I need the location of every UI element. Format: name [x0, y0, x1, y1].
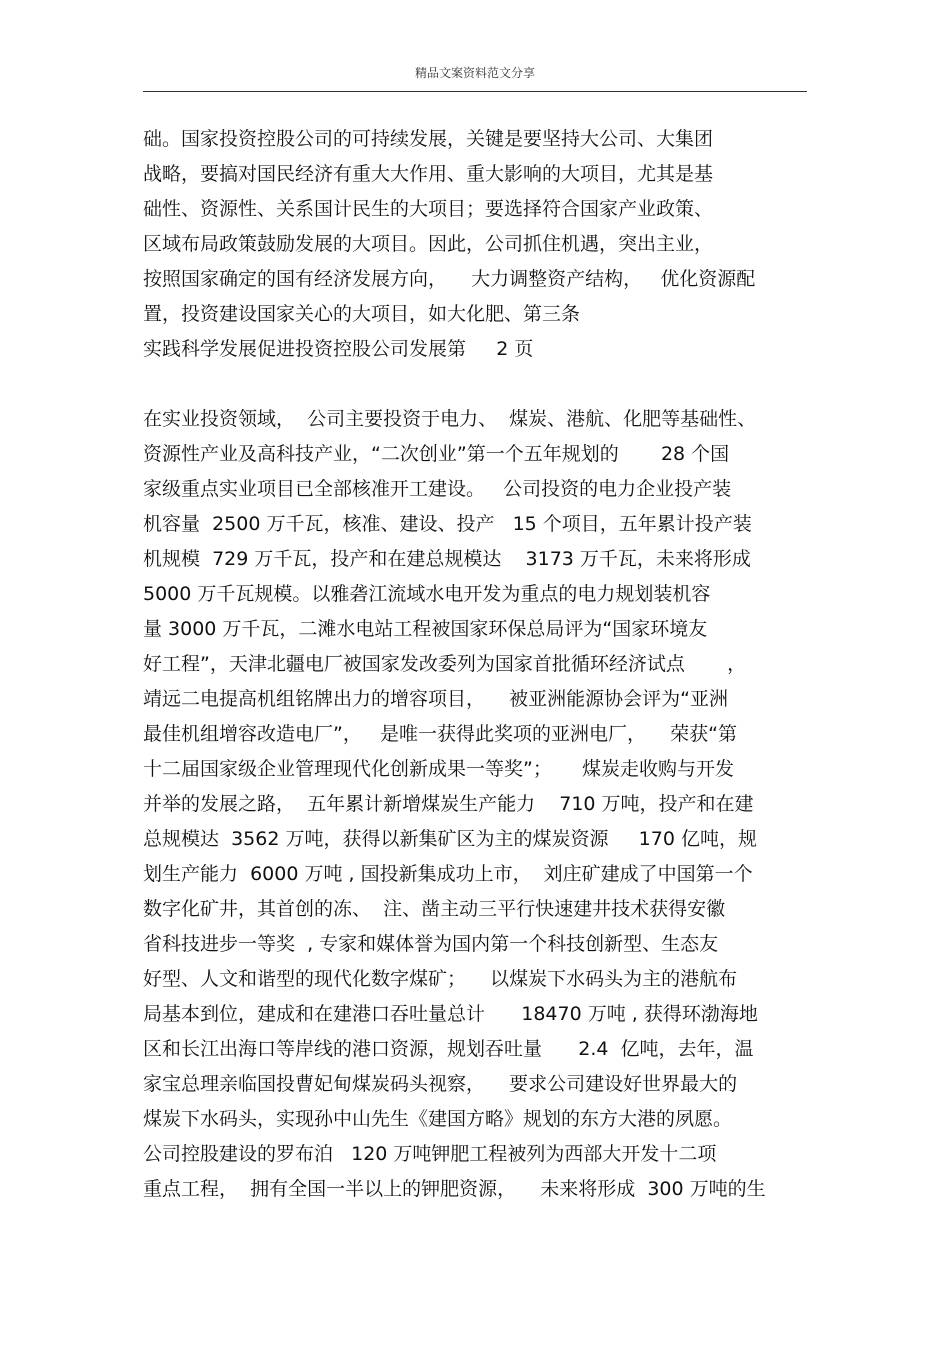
text-line: 战略，要搞对国民经济有重大大作用、重大影响的大项目，尤其是基 — [143, 163, 714, 185]
text-line: 家宝总理亲临国投曹妃甸煤炭码头视察， 要求公司建设好世界最大的 — [143, 1073, 738, 1095]
document-body — [143, 122, 823, 1207]
text-line: 按照国家确定的国有经济发展方向， 大力调整资产结构， 优化资源配 — [143, 268, 756, 290]
text-line: 实践科学发展促进投资控股公司发展第 2 页 — [143, 338, 534, 360]
text-line: 家级重点实业项目已全部核准开工建设。 公司投资的电力企业投产装 — [143, 478, 732, 500]
paragraph-1 — [143, 122, 823, 367]
text-line: 重点工程， 拥有全国一半以上的钾肥资源， 未来将形成 300 万吨的生 — [143, 1178, 766, 1200]
text-line: 在实业投资领域， 公司主要投资于电力、 煤炭、港航、化肥等基础性、 — [143, 408, 757, 430]
text-line: 好工程”，天津北疆电厂被国家发改委列为国家首批循环经济试点 ， — [143, 653, 747, 675]
header-divider — [143, 91, 807, 92]
text-line: 局基本到位，建成和在建港口吞吐量总计 18470 万吨 , 获得环渤海地 — [143, 1003, 758, 1025]
text-line: 省科技进步一等奖 , 专家和媒体誉为国内第一个科技创新型、生态友 — [143, 933, 719, 955]
text-line: 置，投资建设国家关心的大项目，如大化肥、第三条 — [143, 303, 581, 325]
text-line: 数字化矿井，其首创的冻、 注、凿主动三平行快速建井技术获得安徽 — [143, 898, 726, 920]
text-line: 5000 万千瓦规模。以雅砻江流域水电开发为重点的电力规划装机容 — [143, 583, 711, 605]
text-line: 好型、人文和谐型的现代化数字煤矿； 以煤炭下水码头为主的港航布 — [143, 968, 738, 990]
text-line: 煤炭下水码头，实现孙中山先生《建国方略》规划的东方大港的夙愿。 — [143, 1108, 733, 1130]
text-line: 础性、资源性、关系国计民生的大项目；要选择符合国家产业政策、 — [143, 198, 714, 220]
text-line: 划生产能力 6000 万吨 , 国投新集成功上市， 刘庄矿建成了中国第一个 — [143, 863, 753, 885]
text-line: 础。国家投资控股公司的可持续发展，关键是要坚持大公司、大集团 — [143, 128, 714, 150]
text-line: 区和长江出海口等岸线的港口资源，规划吞吐量 2.4 亿吨，去年，温 — [143, 1038, 754, 1060]
paragraph-gap — [143, 367, 823, 402]
text-line: 公司控股建设的罗布泊 120 万吨钾肥工程被列为西部大开发十二项 — [143, 1143, 717, 1165]
text-line: 机容量 2500 万千瓦，核准、建设、投产 15 个项目，五年累计投产装 — [143, 513, 752, 535]
page-header: 精品文案资料范文分享 — [414, 66, 535, 80]
text-line: 并举的发展之路， 五年累计新增煤炭生产能力 710 万吨，投产和在建 — [143, 793, 754, 815]
text-line: 靖远二电提高机组铭牌出力的增容项目， 被亚洲能源协会评为“亚洲 — [143, 688, 729, 710]
text-line: 量 3000 万千瓦，二滩水电站工程被国家环保总局评为“国家环境友 — [143, 618, 708, 640]
paragraph-2 — [143, 402, 823, 1207]
text-line: 机规模 729 万千瓦，投产和在建总规模达 3173 万千瓦，未来将形成 — [143, 548, 751, 570]
text-line: 区域布局政策鼓励发展的大项目。因此，公司抓住机遇，突出主业， — [143, 233, 714, 255]
text-line: 最佳机组增容改造电厂”， 是唯一获得此奖项的亚洲电厂， 荣获“第 — [143, 723, 737, 745]
text-line: 十二届国家级企业管理现代化创新成果一等奖”； 煤炭走收购与开发 — [143, 758, 735, 780]
text-line: 资源性产业及高科技产业，“二次创业”第一个五年规划的 28 个国 — [143, 443, 730, 465]
text-line: 总规模达 3562 万吨，获得以新集矿区为主的煤炭资源 170 亿吨，规 — [143, 828, 757, 850]
